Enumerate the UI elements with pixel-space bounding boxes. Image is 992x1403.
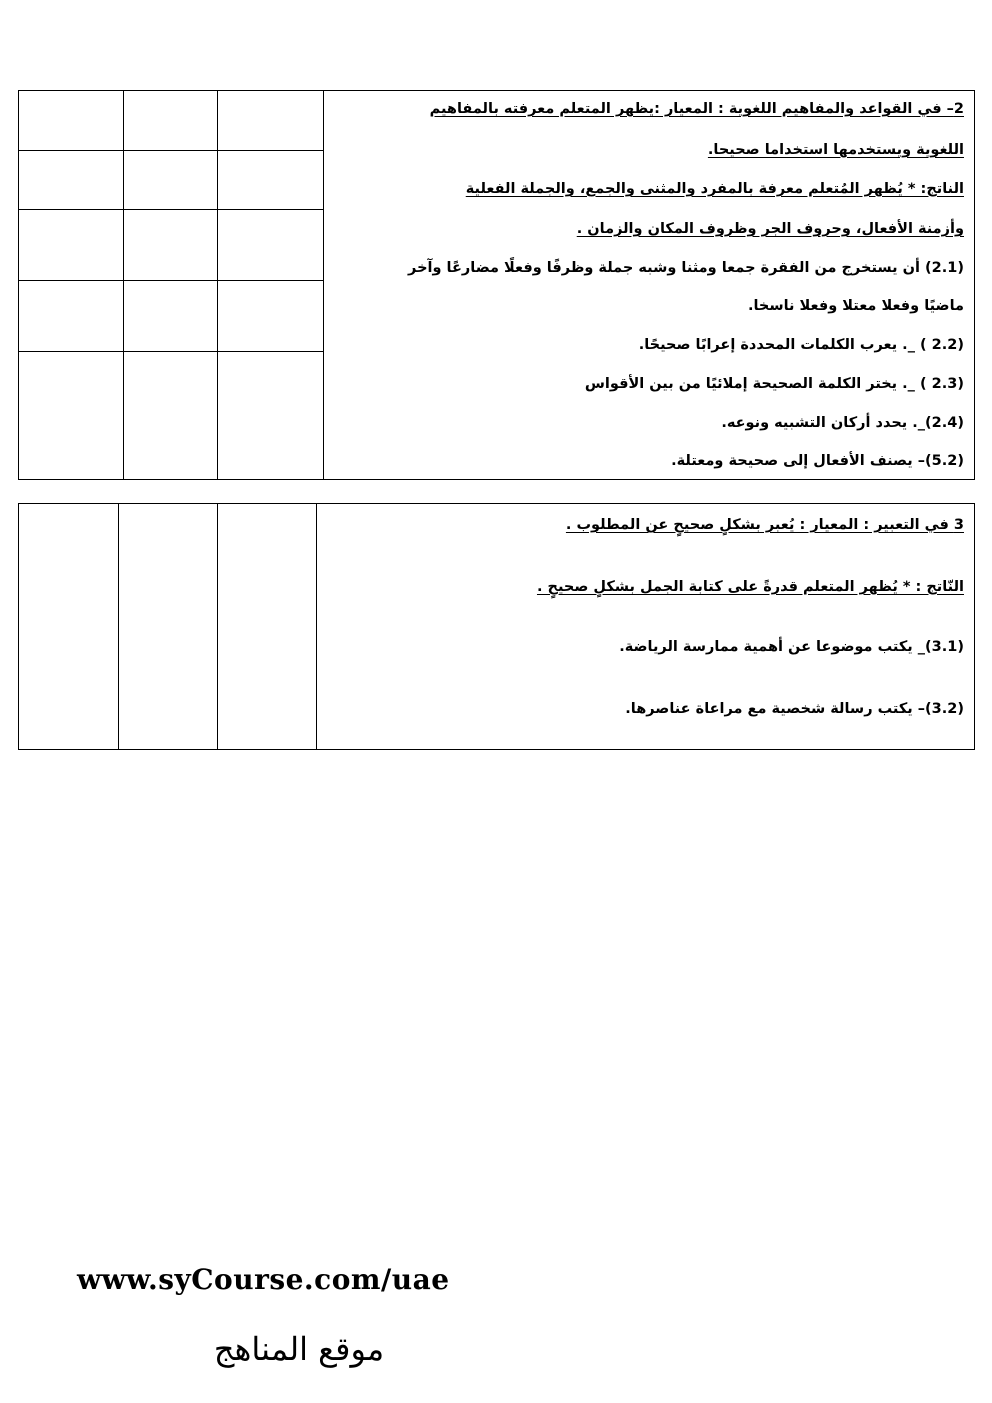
grammar-item-2-4: (2.4)_. يحدد أركان التشبيه ونوعه. bbox=[721, 415, 964, 431]
grammar-item-2-5: (5.2)– يصنف الأفعال إلى صحيحة ومعتلة. bbox=[671, 453, 964, 469]
column-divider bbox=[323, 91, 324, 479]
grammar-outcome-line2: وأزمنة الأفعال، وحروف الجر وظروف المكان والزمان . bbox=[576, 221, 964, 237]
column-divider bbox=[316, 504, 317, 749]
site-name-calligraphy: موقع المناهج bbox=[213, 1330, 385, 1368]
column-divider bbox=[217, 504, 218, 749]
column-divider bbox=[118, 504, 119, 749]
grammar-item-2-1-line2: ماضيًا وفعلا معتلا وفعلا ناسخا. bbox=[747, 298, 964, 314]
criteria-table-grammar bbox=[18, 90, 975, 480]
expression-heading: 3 في التعبير : المعيار : يُعبر بشكلٍ صحيحٍ عن المطلوب . bbox=[565, 517, 964, 533]
row-divider bbox=[19, 351, 323, 352]
grammar-heading-line1: 2– في القواعد والمفاهيم اللغوية : المعيار :يظهر المتعلم معرفته بالمفاهيم bbox=[429, 101, 964, 117]
expression-item-3-2: (3.2)– يكتب رسالة شخصية مع مراعاة عناصرها. bbox=[625, 701, 964, 717]
grammar-item-2-2: (2.2 ) _. يعرب الكلمات المحددة إعرابًا صحيحًا. bbox=[638, 337, 964, 353]
criteria-table-expression bbox=[18, 503, 975, 750]
footer-url: www.syCourse.com/uae bbox=[77, 1263, 450, 1296]
row-divider bbox=[19, 209, 323, 210]
expression-outcome: النّاتج : * يُظهر المتعلم قدرةً على كتابة الجمل بشكلٍ صحيحٍ . bbox=[536, 579, 964, 595]
row-divider bbox=[19, 280, 323, 281]
grammar-item-2-3: (2.3 ) _. يختر الكلمة الصحيحة إملائيًا من بين الأقواس bbox=[584, 376, 964, 392]
grammar-heading-line2: اللغوية ويستخدمها استخداما صحيحا. bbox=[707, 142, 964, 158]
grammar-item-2-1-line1: (2.1) أن يستخرج من الفقرة جمعا ومثنا وشبه جملة وظرفًا وفعلًا مضارعًا وآخر bbox=[408, 260, 964, 276]
row-divider bbox=[19, 150, 323, 151]
grammar-outcome-line1: الناتج: * يُظهر المُتعلم معرفة بالمفرد والمثنى والجمع، والجملة الفعلية bbox=[465, 181, 964, 197]
expression-item-3-1: (3.1)_ يكتب موضوعا عن أهمية ممارسة الرياضة. bbox=[619, 639, 964, 655]
